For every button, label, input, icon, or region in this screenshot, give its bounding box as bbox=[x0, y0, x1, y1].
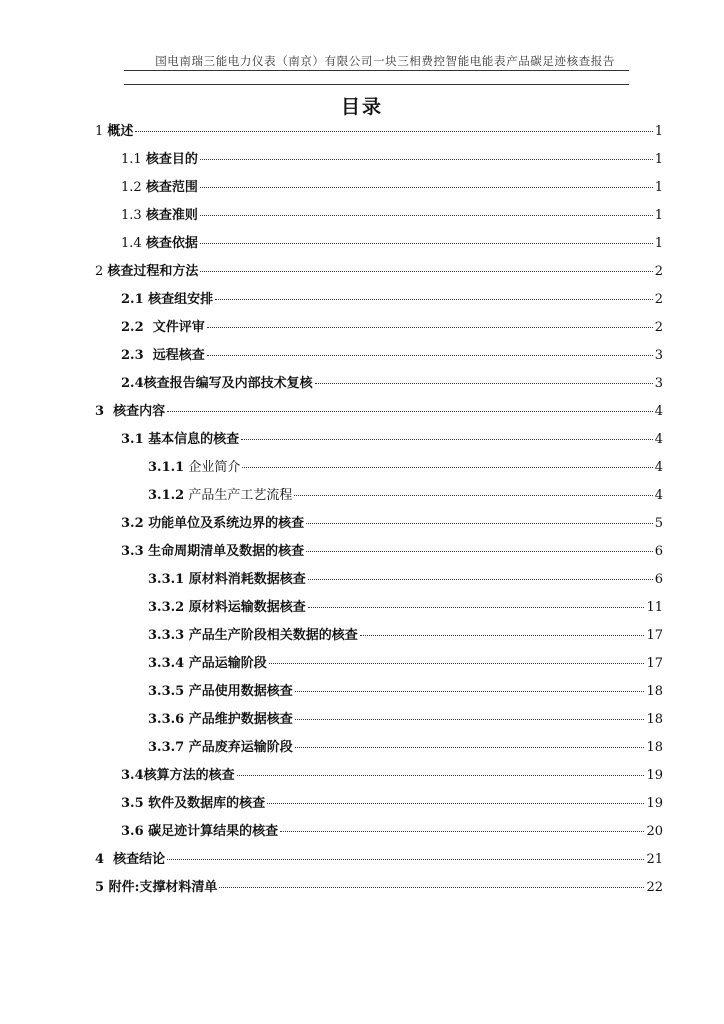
toc-entry-number: 3.1 bbox=[121, 432, 144, 447]
toc-leader-dots bbox=[360, 634, 645, 636]
toc-entry[interactable] bbox=[148, 456, 663, 476]
toc-entry-number: 3.3.2 bbox=[148, 600, 185, 615]
toc-entry-number: 1 bbox=[95, 124, 104, 139]
toc-entry-label: 核查依据 bbox=[145, 236, 198, 251]
toc-entry[interactable] bbox=[121, 540, 663, 560]
toc-entry[interactable] bbox=[121, 288, 663, 308]
toc-entry[interactable] bbox=[148, 708, 663, 728]
toc-title: 目录 bbox=[340, 96, 383, 118]
toc-leader-dots bbox=[207, 326, 653, 328]
toc-leader-dots bbox=[215, 298, 653, 300]
toc-entry[interactable] bbox=[148, 624, 663, 644]
toc-entry-page: 20 bbox=[646, 824, 663, 839]
toc-entry[interactable] bbox=[121, 764, 663, 784]
toc-entry[interactable] bbox=[121, 204, 663, 224]
toc-entry-page: 1 bbox=[654, 124, 663, 139]
toc-entry-number: 2.2 bbox=[121, 320, 144, 335]
toc-entry-number: 5 bbox=[95, 880, 105, 895]
toc-entry-label: 产品维护数据核查 bbox=[188, 712, 293, 727]
toc-entry-number: 3 bbox=[95, 404, 105, 419]
toc-entry[interactable] bbox=[121, 792, 663, 812]
toc-leader-dots bbox=[237, 774, 645, 776]
toc-leader-dots bbox=[295, 746, 645, 748]
toc-leader-dots bbox=[267, 802, 644, 804]
toc-entry-label: 核查过程和方法 bbox=[107, 264, 199, 279]
toc-entry-number: 2 bbox=[95, 264, 104, 279]
toc-entry-number: 3.3.4 bbox=[148, 656, 185, 671]
toc-entry-label: 远程核查 bbox=[152, 348, 205, 363]
toc-entry-label: 核查报告编写及内部技术复核 bbox=[143, 376, 313, 391]
toc-entry[interactable] bbox=[121, 148, 663, 168]
toc-entry-page: 4 bbox=[654, 488, 663, 503]
toc-entry[interactable] bbox=[148, 484, 663, 504]
toc-entry-page: 17 bbox=[646, 628, 663, 643]
toc-entry-number: 3.3.5 bbox=[148, 684, 185, 699]
toc-entry-page: 4 bbox=[654, 460, 663, 475]
toc-entry-label: 核查组安排 bbox=[148, 292, 214, 307]
toc-leader-dots bbox=[306, 550, 653, 552]
toc-leader-dots bbox=[315, 382, 653, 384]
toc-entry-label: 产品使用数据核查 bbox=[188, 684, 293, 699]
toc-entry-label: 附件:支撑材料清单 bbox=[108, 880, 218, 895]
toc-leader-dots bbox=[280, 830, 644, 832]
toc-leader-dots bbox=[306, 522, 653, 524]
toc-entry-page: 6 bbox=[654, 572, 663, 587]
toc-entry-label: 核查范围 bbox=[145, 180, 198, 195]
toc-entry[interactable] bbox=[148, 680, 663, 700]
toc-entry[interactable] bbox=[121, 176, 663, 196]
toc-entry-label: 核查目的 bbox=[145, 152, 198, 167]
toc-entry[interactable] bbox=[121, 820, 663, 840]
toc-leader-dots bbox=[200, 158, 653, 160]
toc-entry-page: 1 bbox=[654, 180, 663, 195]
toc-entry-label: 核查内容 bbox=[113, 404, 166, 419]
toc-entry-number: 3.6 bbox=[121, 824, 144, 839]
toc-leader-dots bbox=[241, 438, 653, 440]
toc-entry-page: 2 bbox=[654, 292, 663, 307]
toc-entry-label: 核算方法的核查 bbox=[143, 768, 235, 783]
toc-entry-page: 18 bbox=[646, 684, 663, 699]
toc-entry-label: 核查准则 bbox=[145, 208, 198, 223]
running-header: 国电南瑞三能电力仪表（南京）有限公司一块三相费控智能电能表产品碳足迹核查报告 bbox=[155, 54, 615, 68]
header-rule-secondary bbox=[124, 84, 629, 85]
toc-leader-dots bbox=[207, 354, 653, 356]
toc-entry-number: 4 bbox=[95, 852, 105, 867]
toc-entry-page: 18 bbox=[646, 740, 663, 755]
toc-leader-dots bbox=[294, 494, 652, 496]
toc-entry[interactable] bbox=[121, 372, 663, 392]
toc-entry-page: 21 bbox=[646, 852, 663, 867]
toc-leader-dots bbox=[200, 186, 653, 188]
toc-entry[interactable] bbox=[121, 316, 663, 336]
toc-entry-label: 产品运输阶段 bbox=[188, 656, 267, 671]
toc-entry-page: 4 bbox=[654, 404, 663, 419]
toc-entry[interactable] bbox=[121, 512, 663, 532]
toc-entry[interactable] bbox=[95, 400, 663, 420]
toc-entry-page: 1 bbox=[654, 208, 663, 223]
toc-entry-number: 3.1.2 bbox=[148, 488, 185, 503]
toc-entry[interactable] bbox=[95, 260, 663, 280]
toc-leader-dots bbox=[295, 690, 645, 692]
toc-entry[interactable] bbox=[95, 848, 663, 868]
toc-entry-label: 基本信息的核查 bbox=[148, 432, 240, 447]
toc-entry-label: 文件评审 bbox=[152, 320, 205, 335]
toc-entry-number: 1.4 bbox=[121, 236, 142, 251]
toc-entry-number: 3.3 bbox=[121, 544, 144, 559]
toc-entry-number: 3.4 bbox=[121, 768, 144, 783]
toc-leader-dots bbox=[200, 270, 652, 272]
header-rule bbox=[124, 70, 629, 71]
toc-entry[interactable] bbox=[148, 736, 663, 756]
toc-entry-page: 1 bbox=[654, 236, 663, 251]
toc-entry[interactable] bbox=[121, 232, 663, 252]
toc-entry-number: 3.3.6 bbox=[148, 712, 185, 727]
toc-leader-dots bbox=[167, 410, 653, 412]
toc-entry-number: 3.2 bbox=[121, 516, 144, 531]
toc-leader-dots bbox=[219, 886, 644, 888]
toc-entry-label: 产品废弃运输阶段 bbox=[188, 740, 293, 755]
toc-leader-dots bbox=[135, 130, 652, 132]
toc-entry-label: 企业简介 bbox=[188, 460, 241, 475]
toc-entry[interactable] bbox=[148, 596, 663, 616]
toc-entry-page: 2 bbox=[654, 320, 663, 335]
toc-entry[interactable] bbox=[95, 120, 663, 140]
toc-entry-label: 核查结论 bbox=[113, 852, 166, 867]
toc-entry-label: 产品生产工艺流程 bbox=[188, 488, 293, 503]
toc-entry-number: 3.5 bbox=[121, 796, 144, 811]
toc-entry-number: 2.1 bbox=[121, 292, 144, 307]
toc-entry-number: 2.4 bbox=[121, 376, 144, 391]
toc-entry-page: 19 bbox=[646, 796, 663, 811]
toc-entry-label: 碳足迹计算结果的核查 bbox=[148, 824, 279, 839]
toc-entry-number: 1.2 bbox=[121, 180, 142, 195]
toc-entry[interactable] bbox=[121, 344, 663, 364]
toc-entry-page: 6 bbox=[654, 544, 663, 559]
toc-entry[interactable] bbox=[148, 568, 663, 588]
toc-leader-dots bbox=[167, 858, 644, 860]
toc-entry-page: 3 bbox=[654, 348, 663, 363]
toc-entry-label: 原材料消耗数据核查 bbox=[188, 572, 306, 587]
toc-entry-page: 5 bbox=[654, 516, 663, 531]
toc-entry-number: 2.3 bbox=[121, 348, 144, 363]
toc-entry-page: 17 bbox=[646, 656, 663, 671]
toc-entry-page: 19 bbox=[646, 768, 663, 783]
toc-entry-number: 3.1.1 bbox=[148, 460, 185, 475]
toc-leader-dots bbox=[269, 662, 645, 664]
toc-leader-dots bbox=[200, 242, 653, 244]
toc-entry-page: 11 bbox=[646, 600, 663, 615]
toc-entry[interactable] bbox=[121, 428, 663, 448]
toc-entry-page: 2 bbox=[654, 264, 663, 279]
toc-entry-label: 软件及数据库的核查 bbox=[148, 796, 266, 811]
toc-leader-dots bbox=[308, 606, 645, 608]
toc-entry-label: 产品生产阶段相关数据的核查 bbox=[188, 628, 358, 643]
toc-entry-number: 3.3.7 bbox=[148, 740, 185, 755]
toc-leader-dots bbox=[308, 578, 653, 580]
toc-entry-page: 18 bbox=[646, 712, 663, 727]
toc-entry-number: 3.3.3 bbox=[148, 628, 185, 643]
toc-entry-page: 4 bbox=[654, 432, 663, 447]
toc-leader-dots bbox=[242, 466, 652, 468]
toc-entry[interactable] bbox=[148, 652, 663, 672]
toc-entry[interactable] bbox=[95, 876, 663, 896]
toc-leader-dots bbox=[200, 214, 653, 216]
toc-entry-page: 22 bbox=[646, 880, 663, 895]
toc-entry-page: 3 bbox=[654, 376, 663, 391]
toc-entry-label: 原材料运输数据核查 bbox=[188, 600, 306, 615]
toc-entry-page: 1 bbox=[654, 152, 663, 167]
toc-entry-label: 生命周期清单及数据的核查 bbox=[148, 544, 305, 559]
toc-entry-number: 1.1 bbox=[121, 152, 142, 167]
toc-entry-label: 功能单位及系统边界的核查 bbox=[148, 516, 305, 531]
toc-leader-dots bbox=[295, 718, 645, 720]
toc-entry-number: 3.3.1 bbox=[148, 572, 185, 587]
toc-entry-number: 1.3 bbox=[121, 208, 142, 223]
toc-entry-label: 概述 bbox=[107, 124, 134, 139]
